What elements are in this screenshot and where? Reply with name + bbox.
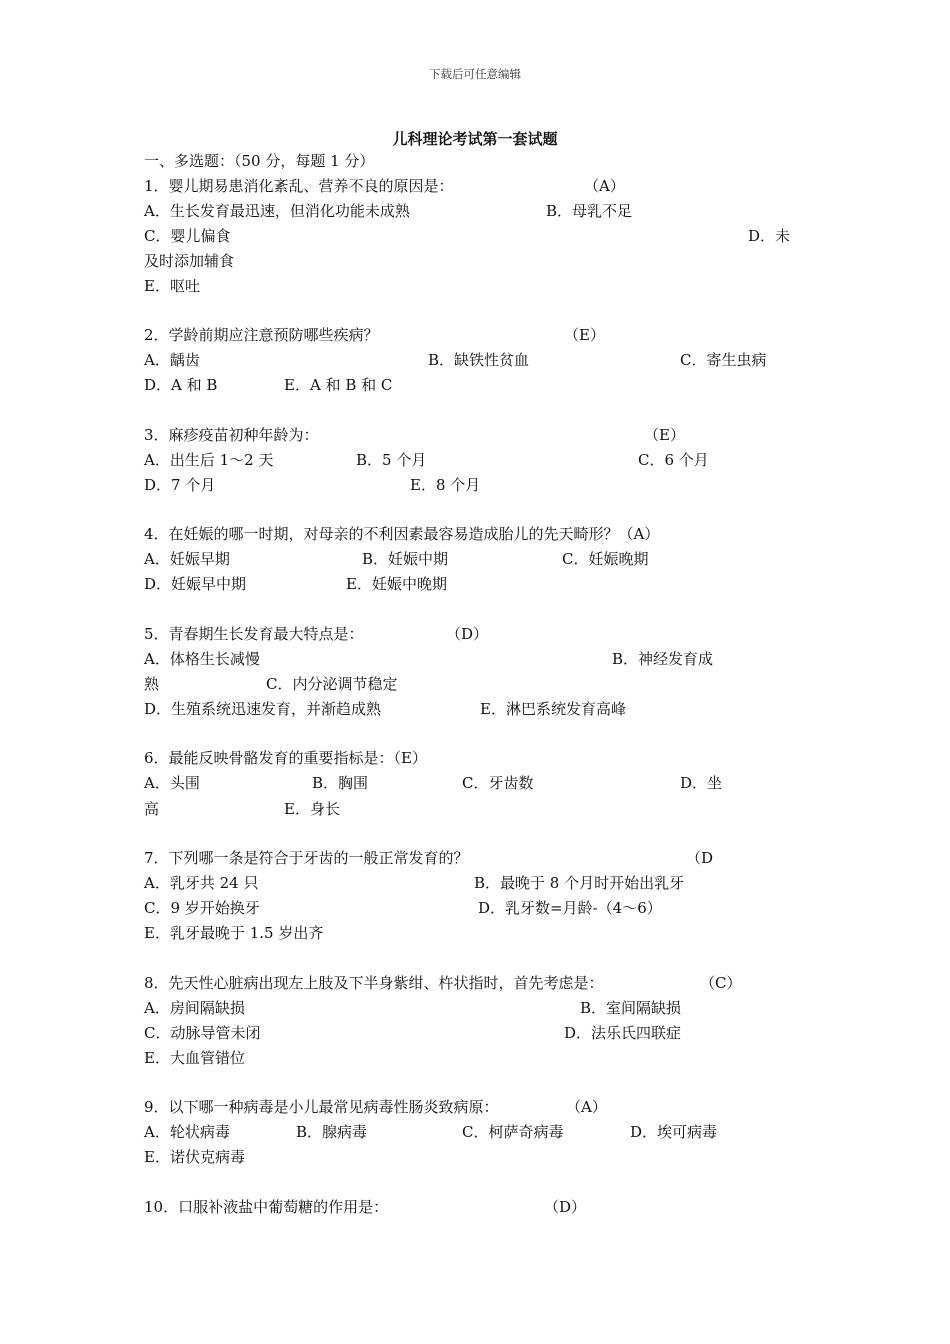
question-stem: 7．下列哪一条是符合于牙齿的一般正常发育的？ xyxy=(144,849,469,867)
question-stem: 8．先天性心脏病出现左上肢及下半身紫绀、杵状指时，首先考虑是： xyxy=(144,974,604,992)
option-e: E．淋巴系统发育高峰 xyxy=(480,700,626,718)
question-1 xyxy=(0,174,950,199)
option-c: C．妊娠晚期 xyxy=(562,550,649,568)
option-c: C．牙齿数 xyxy=(462,774,534,792)
option-b: B．5 个月 xyxy=(356,451,427,469)
option-e: E．大血管错位 xyxy=(144,1049,245,1067)
option-a: A．乳牙共 24 只 xyxy=(144,874,259,892)
option-b: B．缺铁性贫血 xyxy=(428,351,530,369)
question-stem: 3．麻疹疫苗初种年龄为： xyxy=(144,426,319,444)
question-4 xyxy=(0,522,950,547)
question-8 xyxy=(0,971,950,996)
question-stem: 9．以下哪一种病毒是小儿最常见病毒性肠炎致病原： xyxy=(144,1098,499,1116)
option-a: A．生长发育最迅速，但消化功能未成熟 xyxy=(144,202,410,220)
option-d-continued: 高 xyxy=(144,800,160,818)
option-b: B．胸围 xyxy=(312,774,369,792)
option-b-continued: 熟 xyxy=(144,675,160,693)
option-a: A．体格生长减慢 xyxy=(144,650,260,668)
question-7 xyxy=(0,846,950,871)
option-b: B．神经发育成 xyxy=(612,650,714,668)
question-answer: （D xyxy=(686,849,714,867)
question-stem: 4．在妊娠的哪一时期，对母亲的不利因素最容易造成胎儿的先天畸形？（A） xyxy=(144,525,660,543)
question-2 xyxy=(0,323,950,348)
option-e: E．诺伏克病毒 xyxy=(144,1148,245,1166)
option-a: A．龋齿 xyxy=(144,351,200,369)
option-b: B．腺病毒 xyxy=(296,1123,368,1141)
question-10 xyxy=(0,1195,950,1220)
option-e: E．乳牙最晚于 1.5 岁出齐 xyxy=(144,924,324,942)
option-a: A．出生后 1～2 天 xyxy=(144,451,274,469)
option-c: C．动脉导管未闭 xyxy=(144,1024,261,1042)
option-e: E．身长 xyxy=(284,800,340,818)
question-answer: （D） xyxy=(544,1198,587,1216)
question-answer: （D） xyxy=(446,625,489,643)
option-d: D．A 和 B xyxy=(144,376,218,394)
option-c: C．婴儿偏食 xyxy=(144,227,231,245)
question-stem: 6．最能反映骨骼发育的重要指标是：（E） xyxy=(144,749,427,767)
page-header: 下载后可任意编辑 xyxy=(429,67,521,81)
option-d: D．乳牙数=月龄-（4～6） xyxy=(478,899,662,917)
question-stem: 10．口服补液盐中葡萄糖的作用是： xyxy=(144,1198,389,1216)
option-c: C．柯萨奇病毒 xyxy=(462,1123,564,1141)
option-b: B．妊娠中期 xyxy=(362,550,449,568)
question-answer: （E） xyxy=(644,426,685,444)
question-answer: （E） xyxy=(564,326,605,344)
question-6 xyxy=(0,746,950,771)
option-b: B．母乳不足 xyxy=(546,202,633,220)
question-answer: （A） xyxy=(584,177,625,195)
section-heading: 一、多选题：（50 分，每题 1 分） xyxy=(144,152,375,170)
option-d-continued: 及时添加辅食 xyxy=(144,252,235,270)
option-e: E．A 和 B 和 C xyxy=(284,376,393,394)
question-5 xyxy=(0,622,950,647)
question-3 xyxy=(0,423,950,448)
option-d: D．法乐氏四联症 xyxy=(564,1024,682,1042)
question-answer: （C） xyxy=(700,974,742,992)
option-d: D．7 个月 xyxy=(144,476,216,494)
option-d: D．妊娠早中期 xyxy=(144,575,247,593)
option-d: D．生殖系统迅速发育，并渐趋成熟 xyxy=(144,700,382,718)
question-stem: 5．青春期生长发育最大特点是： xyxy=(144,625,364,643)
option-d: D．埃可病毒 xyxy=(630,1123,718,1141)
option-c: C．9 岁开始换牙 xyxy=(144,899,260,917)
option-a: A．头围 xyxy=(144,774,200,792)
question-stem: 2．学龄前期应注意预防哪些疾病？ xyxy=(144,326,379,344)
exam-title: 儿科理论考试第一套试题 xyxy=(392,130,558,148)
option-a: A．妊娠早期 xyxy=(144,550,230,568)
option-a: A．轮状病毒 xyxy=(144,1123,230,1141)
option-e: E．8 个月 xyxy=(410,476,481,494)
option-c: C．寄生虫病 xyxy=(680,351,767,369)
option-c: C．6 个月 xyxy=(638,451,709,469)
question-stem: 1．婴儿期易患消化紊乱、营养不良的原因是： xyxy=(144,177,454,195)
option-d: D．未 xyxy=(748,227,791,245)
option-c: C．内分泌调节稳定 xyxy=(266,675,398,693)
option-e: E．妊娠中晚期 xyxy=(346,575,447,593)
option-e: E．呕吐 xyxy=(144,277,200,295)
option-b: B．室间隔缺损 xyxy=(580,999,682,1017)
option-b: B．最晚于 8 个月时开始出乳牙 xyxy=(474,874,685,892)
option-a: A．房间隔缺损 xyxy=(144,999,245,1017)
question-9 xyxy=(0,1095,950,1120)
question-answer: （A） xyxy=(566,1098,607,1116)
option-d: D．坐 xyxy=(680,774,723,792)
